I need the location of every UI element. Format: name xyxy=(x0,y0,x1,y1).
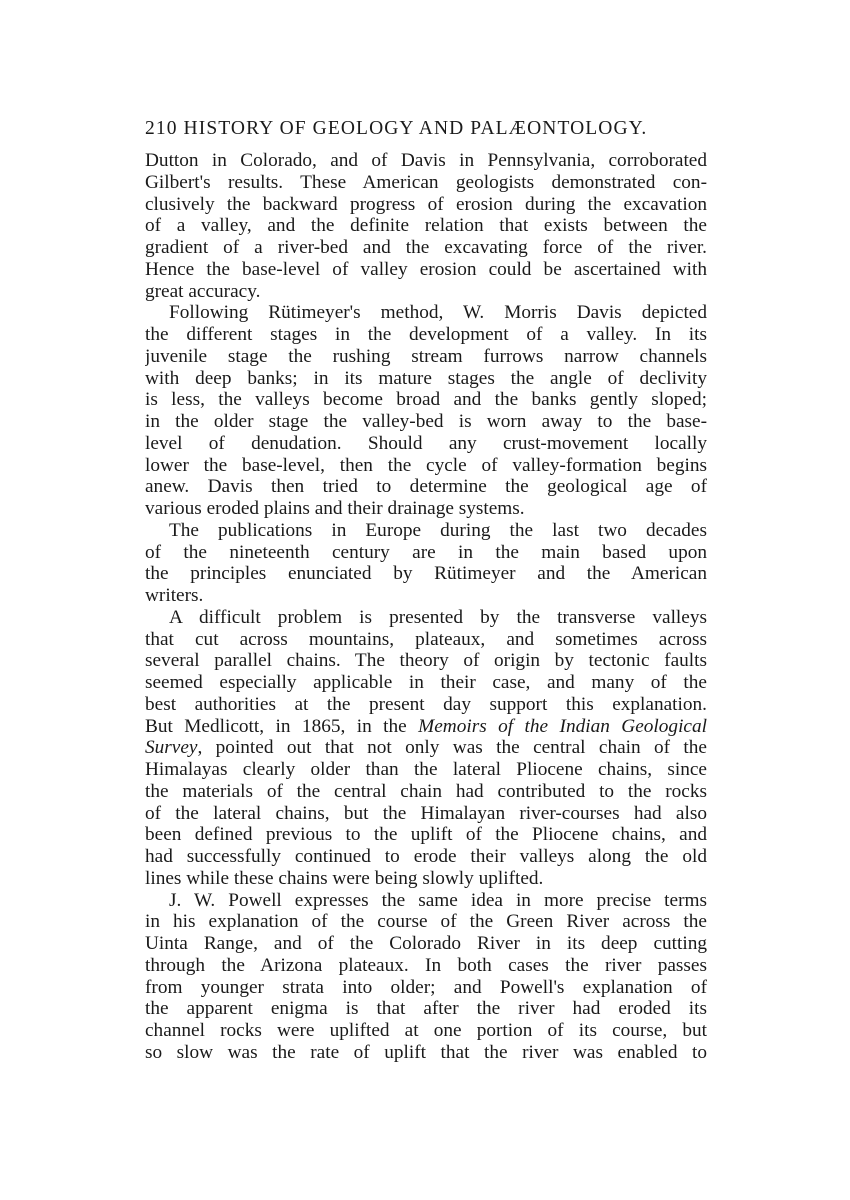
text-line xyxy=(145,411,707,433)
text-line xyxy=(145,346,707,368)
line-text: lines while these chains were being slowly uplifted. xyxy=(145,867,544,889)
italic-title: Memoirs of the Indian Geological xyxy=(418,715,707,737)
line-text: anew. Davis then tried to determine the geological age of xyxy=(145,476,707,498)
line-text: Dutton in Colorado, and of Davis in Pennsylvania, corroborated xyxy=(145,150,707,171)
text-line xyxy=(145,389,707,411)
text-line xyxy=(145,455,707,477)
text-line xyxy=(145,911,707,933)
text-line xyxy=(145,824,707,846)
line-text: the principles enunciated by Rütimeyer and the American xyxy=(145,563,707,585)
text-line xyxy=(145,172,707,194)
italic-title: Survey xyxy=(145,737,198,759)
text-line xyxy=(145,716,707,738)
text-line xyxy=(145,955,707,977)
text-line xyxy=(145,1020,707,1042)
text-line xyxy=(145,585,707,607)
text-line xyxy=(145,476,707,498)
text-line xyxy=(145,759,707,781)
text-line xyxy=(145,803,707,825)
body-text xyxy=(145,150,707,1064)
line-text: in the older stage the valley-bed is worn away to the base- xyxy=(145,411,707,432)
line-text: so slow was the rate of uplift that the river was enabled to xyxy=(145,1041,707,1063)
line-text: is less, the valleys become broad and the banks gently sloped; xyxy=(145,389,707,411)
text-line xyxy=(145,998,707,1020)
text-line xyxy=(145,194,707,216)
line-text: in his explanation of the course of the Green River across the xyxy=(145,911,707,933)
line-text: that cut across mountains, plateaux, and sometimes across xyxy=(145,628,707,650)
line-text: clusively the backward progress of erosion during the excavation xyxy=(145,193,707,215)
line-text: best authorities at the present day support this explanation. xyxy=(145,693,707,715)
line-text: of the nineteenth century are in the main based upon xyxy=(145,541,707,563)
line-text: juvenile stage the rushing stream furrows narrow channels xyxy=(145,345,707,367)
running-title: HISTORY OF GEOLOGY AND PALÆONTOLOGY. xyxy=(183,118,648,139)
running-header xyxy=(145,118,705,140)
line-text: gradient of a river-bed and the excavating force of the river. xyxy=(145,237,707,258)
line-text: had successfully continued to erode their valleys along the old xyxy=(145,846,707,867)
line-text: from younger strata into older; and Powell's explanation of xyxy=(145,976,707,998)
text-line xyxy=(145,846,707,868)
line-text: the materials of the central chain had contributed to the rocks xyxy=(145,780,707,802)
line-text: the apparent enigma is that after the river had eroded its xyxy=(145,998,707,1020)
text-line xyxy=(145,650,707,672)
line-text: Himalayas clearly older than the lateral Pliocene chains, since xyxy=(145,759,707,780)
line-text: A difficult problem is presented by the transverse valleys xyxy=(169,606,707,628)
line-text: with deep banks; in its mature stages the angle of declivity xyxy=(145,367,707,389)
page-number: 210 xyxy=(145,118,178,139)
line-text: lower the base-level, then the cycle of valley-formation begins xyxy=(145,454,707,476)
line-text: level of denudation. Should any crust-movement locally xyxy=(145,432,707,454)
line-text: writers. xyxy=(145,585,204,606)
text-line xyxy=(145,259,707,281)
text-line xyxy=(145,607,707,629)
text-line xyxy=(145,1042,707,1064)
text-line xyxy=(145,498,707,520)
line-text: Uinta Range, and of the Colorado River in its deep cutting xyxy=(145,933,707,954)
line-text: seemed especially applicable in their case, and many of the xyxy=(145,672,707,693)
text-line xyxy=(145,629,707,651)
text-line xyxy=(145,977,707,999)
text-line xyxy=(145,933,707,955)
line-text: of the lateral chains, but the Himalayan river-courses had also xyxy=(145,802,707,824)
line-text: several parallel chains. The theory of origin by tectonic faults xyxy=(145,650,707,672)
text-line xyxy=(145,694,707,716)
line-text: channel rocks were uplifted at one portion of its course, but xyxy=(145,1020,707,1041)
line-text: Gilbert's results. These American geologists demonstrated con- xyxy=(145,171,707,193)
text-line xyxy=(145,433,707,455)
line-text: through the Arizona plateaux. In both cases the river passes xyxy=(145,954,707,976)
text-line xyxy=(145,281,707,303)
text-line xyxy=(145,368,707,390)
text-line xyxy=(145,868,707,890)
line-text: Hence the base-level of valley erosion could be ascertained with xyxy=(145,258,707,280)
line-text: various eroded plains and their drainage systems. xyxy=(145,498,525,519)
text-line xyxy=(145,890,707,912)
text-line xyxy=(145,215,707,237)
line-text: The publications in Europe during the last two decades xyxy=(169,519,707,541)
line-text: of a valley, and the definite relation that exists between the xyxy=(145,215,707,237)
line-text: been defined previous to the uplift of the Pliocene chains, and xyxy=(145,824,707,846)
text-line xyxy=(145,324,707,346)
line-text: the different stages in the development of a valley. In its xyxy=(145,324,707,345)
text-line xyxy=(145,520,707,542)
line-text: J. W. Powell expresses the same idea in more precise terms xyxy=(169,889,707,911)
text-line xyxy=(145,237,707,259)
text-line xyxy=(145,737,707,759)
text-line xyxy=(145,302,707,324)
line-text: great accuracy. xyxy=(145,280,261,302)
text-line xyxy=(145,563,707,585)
line-text: Following Rütimeyer's method, W. Morris Davis depicted xyxy=(169,302,707,324)
text-line xyxy=(145,781,707,803)
text-line xyxy=(145,672,707,694)
line-text-continued: , pointed out that not only was the central chain of the xyxy=(197,737,707,759)
text-line xyxy=(145,150,707,172)
text-line xyxy=(145,542,707,564)
line-text: But Medlicott, in 1865, in the xyxy=(145,715,419,737)
